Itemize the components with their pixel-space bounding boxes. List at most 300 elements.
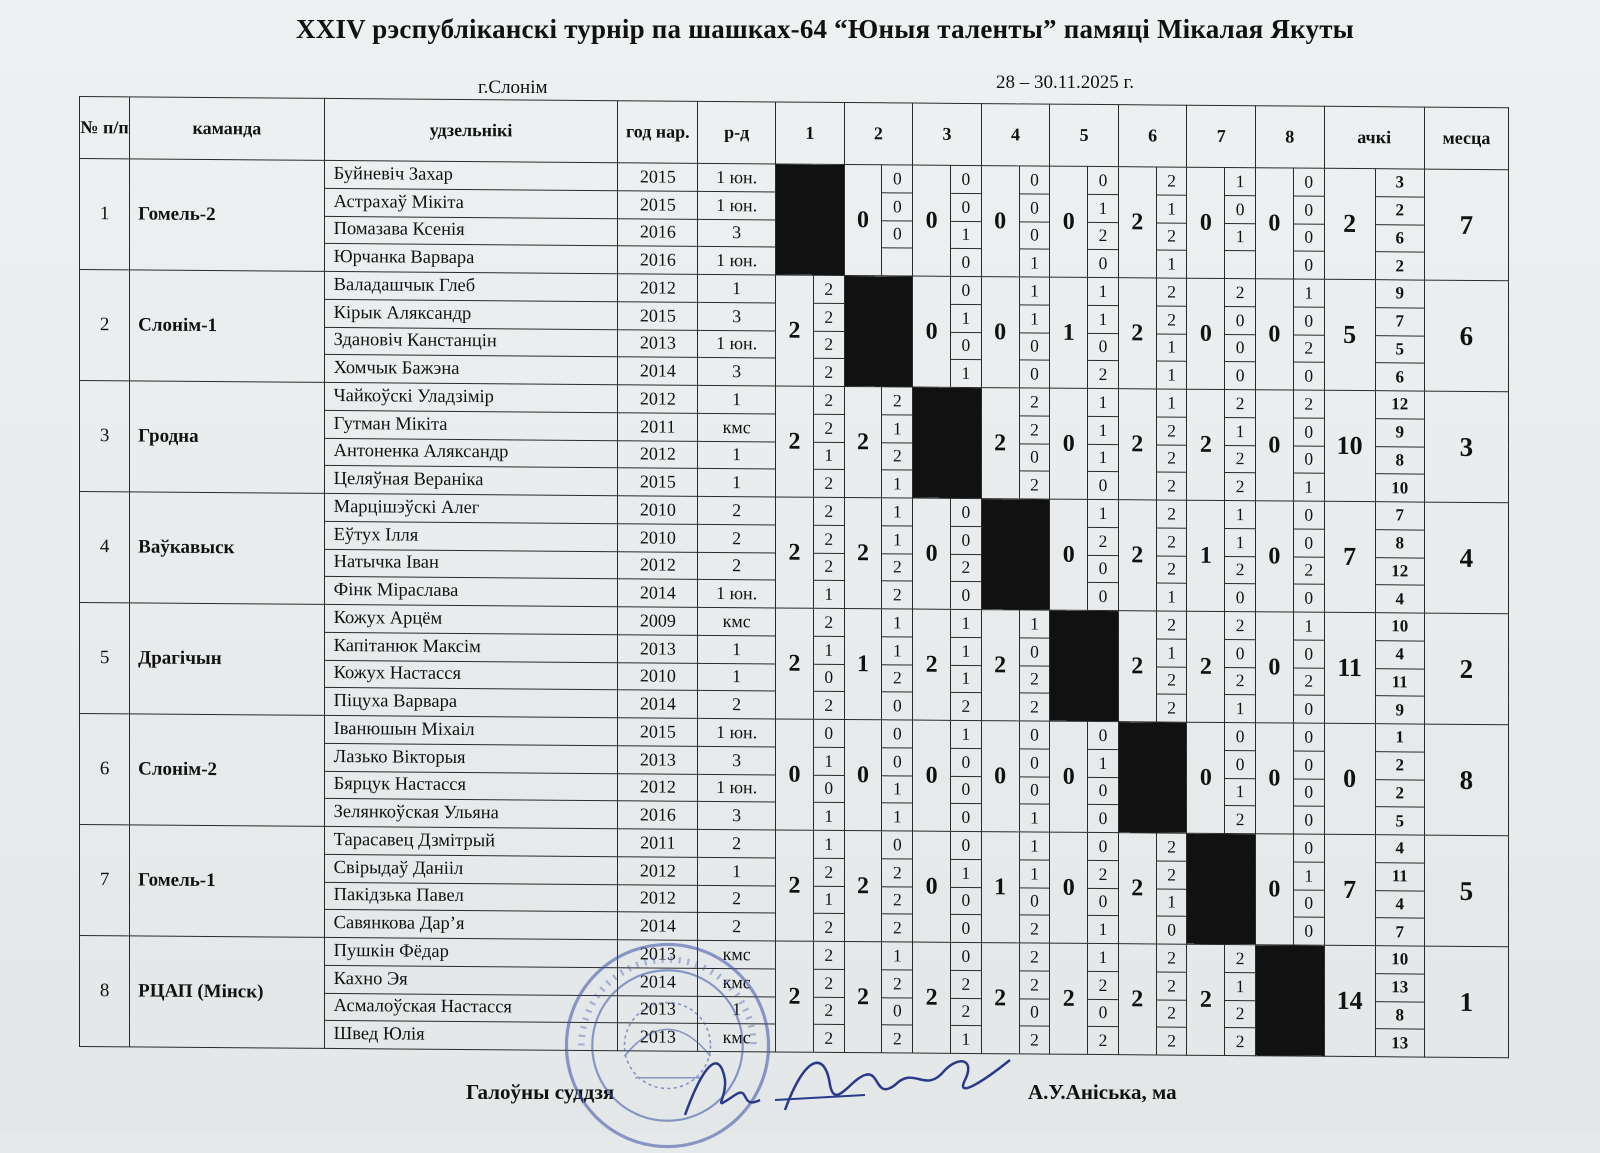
board-score: 0 [1225, 195, 1256, 223]
match-score: 2 [776, 497, 814, 608]
header-round-6: 6 [1118, 105, 1187, 168]
board-score: 2 [1019, 971, 1050, 999]
match-score: 0 [1050, 721, 1088, 832]
header-points: ачкі [1324, 106, 1424, 169]
board-score: 0 [951, 748, 982, 776]
player-rank: 1 [698, 274, 776, 302]
board-score: 0 [1293, 224, 1324, 252]
player-name: Савянкова Дар’я [324, 910, 618, 940]
team-name: Драгічын [130, 603, 324, 716]
match-score: 0 [1050, 499, 1088, 610]
judge-signature [665, 1040, 1025, 1130]
team-points: 5 [1324, 279, 1375, 390]
player-rank: кмс [698, 413, 776, 441]
player-name: Швед Юлія [324, 1021, 618, 1051]
player-name: Пакідзька Павел [324, 882, 618, 912]
board-points: 4 [1375, 640, 1424, 668]
board-score [1225, 251, 1256, 279]
match-score: 0 [776, 719, 814, 830]
board-points: 4 [1375, 835, 1424, 863]
board-score: 1 [1225, 417, 1256, 445]
board-score: 1 [882, 415, 913, 443]
board-score: 0 [1293, 806, 1324, 834]
board-score: 2 [1156, 694, 1187, 722]
match-score: 0 [1255, 612, 1293, 723]
board-score: 0 [882, 220, 913, 248]
board-score: 1 [1088, 277, 1119, 305]
board-score: 2 [813, 969, 844, 997]
board-score: 1 [1019, 249, 1050, 277]
board-score: 2 [1019, 1026, 1050, 1054]
match-score: 1 [981, 832, 1019, 943]
board-score: 2 [951, 693, 982, 721]
board-points: 6 [1375, 363, 1424, 391]
match-score: 2 [776, 830, 814, 941]
board-score: 0 [1088, 888, 1119, 916]
player-rank: 1 юн. [698, 330, 776, 358]
board-score: 1 [1156, 195, 1187, 223]
match-score: 0 [1255, 834, 1293, 945]
header-round-8: 8 [1255, 106, 1324, 169]
player-name: Свірыдаў Данііл [324, 854, 618, 884]
player-name: Помазава Ксенія [324, 216, 618, 246]
board-score: 2 [813, 331, 844, 359]
board-score: 1 [882, 775, 913, 803]
player-name: Тарасавец Дзмітрый [324, 826, 618, 856]
player-rank: кмс [698, 607, 776, 635]
player-rank: 2 [698, 829, 776, 857]
board-score: 0 [1225, 722, 1256, 750]
board-points: 8 [1375, 446, 1424, 474]
board-score: 2 [1088, 527, 1119, 555]
board-score: 2 [1225, 389, 1256, 417]
board-points: 2 [1375, 196, 1424, 224]
player-name: Астрахаў Мікіта [324, 188, 618, 218]
board-score: 2 [813, 414, 844, 442]
board-score: 1 [1156, 639, 1187, 667]
board-score: 0 [1088, 250, 1119, 278]
board-score: 1 [882, 609, 913, 637]
match-score: 2 [1050, 943, 1088, 1054]
board-score: 0 [951, 193, 982, 221]
board-score: 2 [1019, 388, 1050, 416]
board-score: 0 [1019, 443, 1050, 471]
board-score: 0 [1019, 360, 1050, 388]
player-name: Кожух Настасся [324, 660, 618, 690]
player-rank: 3 [698, 358, 776, 386]
board-score: 2 [1088, 971, 1119, 999]
match-score: 0 [1255, 723, 1293, 834]
match-score: 2 [981, 943, 1019, 1054]
board-score: 1 [1225, 528, 1256, 556]
match-score: 0 [913, 276, 951, 387]
player-rank: 1 [698, 441, 776, 469]
player-rank: 3 [698, 802, 776, 830]
match-score: 0 [844, 165, 882, 276]
team-name: Слонім-2 [130, 714, 324, 827]
board-score: 0 [1293, 196, 1324, 224]
match-score: 0 [1050, 388, 1088, 499]
player-rank: 3 [698, 302, 776, 330]
match-score: 0 [1255, 501, 1293, 612]
board-score: 1 [951, 637, 982, 665]
match-score: 2 [1118, 278, 1156, 389]
team-points: 7 [1324, 501, 1375, 612]
board-score: 2 [1225, 1000, 1256, 1028]
board-score: 2 [1019, 693, 1050, 721]
match-score: 0 [981, 277, 1019, 388]
board-score: 0 [1293, 584, 1324, 612]
board-score: 0 [951, 582, 982, 610]
board-score: 0 [1225, 334, 1256, 362]
board-score: 2 [1088, 361, 1119, 389]
board-score: 2 [1225, 667, 1256, 695]
team-place: 6 [1424, 280, 1508, 392]
birth-year: 2016 [618, 246, 698, 274]
player-rank: 1 [698, 663, 776, 691]
self-cell [844, 276, 913, 388]
player-name: Піцуха Варвара [324, 688, 618, 718]
player-rank: 3 [698, 746, 776, 774]
team-name: Ваўкавыск [130, 492, 324, 605]
player-name: Капітанюк Максім [324, 632, 618, 662]
board-score: 2 [1293, 557, 1324, 585]
board-score: 1 [882, 498, 913, 526]
board-score: 1 [882, 942, 913, 970]
board-points: 9 [1375, 280, 1424, 308]
board-score: 0 [1019, 998, 1050, 1026]
birth-year: 2015 [618, 718, 698, 746]
birth-year: 2015 [618, 163, 698, 191]
board-score: 1 [1019, 860, 1050, 888]
board-score: 1 [1293, 279, 1324, 307]
board-score: 0 [882, 831, 913, 859]
player-rank: 2 [698, 496, 776, 524]
match-score: 2 [776, 941, 814, 1052]
header-place: месца [1424, 107, 1508, 170]
board-score: 0 [951, 165, 982, 193]
board-score: 0 [813, 775, 844, 803]
match-score: 0 [913, 831, 951, 942]
board-score: 2 [813, 858, 844, 886]
board-score: 2 [813, 275, 844, 303]
birth-year: 2014 [618, 690, 698, 718]
board-score: 0 [1088, 805, 1119, 833]
match-score: 2 [1118, 167, 1156, 278]
player-rank: 2 [698, 524, 776, 552]
board-score: 0 [1156, 916, 1187, 944]
board-score: 2 [1293, 390, 1324, 418]
birth-year: 2010 [618, 496, 698, 524]
board-score: 2 [813, 692, 844, 720]
board-score: 1 [951, 304, 982, 332]
player-rank: 1 [698, 469, 776, 497]
board-score: 2 [813, 941, 844, 969]
board-score: 1 [1156, 361, 1187, 389]
player-rank: 3 [698, 219, 776, 247]
board-score: 2 [813, 525, 844, 553]
player-rank: 1 юн. [698, 247, 776, 275]
birth-year: 2014 [618, 579, 698, 607]
chief-judge-name: А.У.Аніська, ма [1028, 1080, 1177, 1104]
match-score: 2 [844, 831, 882, 942]
team-place: 5 [1424, 835, 1508, 947]
team-place: 7 [1424, 169, 1508, 281]
team-points: 7 [1324, 834, 1375, 945]
player-name: Пушкін Фёдар [324, 937, 618, 967]
board-score: 0 [951, 332, 982, 360]
venue-city: г.Слонім [478, 77, 548, 98]
header-round-5: 5 [1050, 104, 1119, 167]
board-score: 1 [1225, 778, 1256, 806]
board-score: 0 [1293, 723, 1324, 751]
tournament-title: XXIV рэспубліканскі турнір па шашках-64 “Юныя таленты” памяці Мікалая Якуты [296, 14, 1354, 44]
board-score: 2 [1019, 915, 1050, 943]
team-number: 2 [80, 270, 130, 381]
player-name: Чайкоўскі Уладзімір [324, 382, 618, 412]
board-score: 2 [1156, 278, 1187, 306]
header-row [80, 97, 1509, 170]
birth-year: 2010 [618, 662, 698, 690]
board-score: 0 [882, 720, 913, 748]
player-rank: 1 [698, 635, 776, 663]
team-name: РЦАП (Мінск) [130, 936, 324, 1049]
board-score: 2 [1225, 944, 1256, 972]
board-score: 0 [1088, 472, 1119, 500]
board-score: 0 [1088, 166, 1119, 194]
board-points: 1 [1375, 724, 1424, 752]
board-score: 1 [1156, 389, 1187, 417]
board-score: 1 [1088, 916, 1119, 944]
board-score: 1 [1088, 943, 1119, 971]
board-score: 2 [1225, 473, 1256, 501]
board-score: 0 [1019, 638, 1050, 666]
player-rank: 1 юн. [698, 191, 776, 219]
board-score: 2 [1225, 445, 1256, 473]
board-points: 2 [1375, 252, 1424, 280]
board-score: 2 [1156, 999, 1187, 1027]
team-place: 1 [1424, 946, 1508, 1058]
board-score: 0 [1088, 555, 1119, 583]
match-score: 2 [981, 388, 1019, 499]
board-points: 7 [1375, 502, 1424, 530]
match-score: 2 [776, 608, 814, 719]
board-score: 2 [882, 553, 913, 581]
player-name: Натычка Іван [324, 549, 618, 579]
board-score: 2 [1156, 861, 1187, 889]
match-score: 2 [1118, 500, 1156, 611]
self-cell [981, 499, 1050, 611]
board-score: 0 [1019, 194, 1050, 222]
board-score: 0 [1293, 834, 1324, 862]
match-score: 2 [776, 275, 814, 386]
board-points: 3 [1375, 169, 1424, 197]
birth-year: 2016 [618, 218, 698, 246]
player-name: Антоненка Аляксандр [324, 438, 618, 468]
board-score: 0 [1293, 501, 1324, 529]
board-score: 2 [813, 1025, 844, 1053]
birth-year: 2012 [618, 385, 698, 413]
board-score: 1 [1225, 500, 1256, 528]
board-score: 2 [882, 859, 913, 887]
player-name: Фінк Мірaслава [324, 577, 618, 607]
match-score: 0 [913, 165, 951, 276]
board-score: 2 [1156, 528, 1187, 556]
birth-year: 2010 [618, 523, 698, 551]
board-points: 4 [1375, 890, 1424, 918]
player-rank: 2 [698, 913, 776, 941]
player-rank: 1 [698, 857, 776, 885]
team-place: 4 [1424, 502, 1508, 614]
board-score: 2 [1156, 833, 1187, 861]
match-score: 2 [1118, 611, 1156, 722]
header-round-7: 7 [1187, 105, 1256, 168]
board-score: 2 [1019, 416, 1050, 444]
team-name: Гомель-2 [130, 159, 324, 272]
board-points: 5 [1375, 807, 1424, 835]
player-rank: 1 юн. [698, 580, 776, 608]
board-points: 6 [1375, 224, 1424, 252]
board-score: 2 [951, 970, 982, 998]
board-score: 1 [813, 581, 844, 609]
self-cell [776, 164, 845, 276]
team-points: 2 [1324, 168, 1375, 279]
crosstable-body [80, 159, 1509, 1058]
birth-year: 2013 [618, 995, 698, 1023]
birth-year: 2012 [618, 856, 698, 884]
board-score: 2 [813, 997, 844, 1025]
board-score: 0 [951, 498, 982, 526]
board-score: 0 [1088, 333, 1119, 361]
match-score: 0 [913, 498, 951, 609]
board-score: 1 [1156, 583, 1187, 611]
player-name: Кірык Аляксандр [324, 299, 618, 329]
board-score: 1 [813, 803, 844, 831]
board-points: 11 [1375, 862, 1424, 890]
self-cell [1187, 833, 1256, 945]
team-number: 3 [80, 381, 130, 492]
player-rank: 1 [698, 996, 776, 1024]
board-score: 1 [882, 637, 913, 665]
board-score: 1 [813, 886, 844, 914]
match-score: 2 [1118, 944, 1156, 1055]
board-score: 1 [1019, 804, 1050, 832]
board-score: 2 [882, 581, 913, 609]
player-rank: кмс [698, 1024, 776, 1052]
board-score: 1 [813, 636, 844, 664]
team-number: 1 [80, 159, 130, 270]
board-score: 2 [1019, 471, 1050, 499]
player-name: Валадашчык Глеб [324, 271, 618, 301]
board-points: 13 [1375, 973, 1424, 1001]
board-score: 2 [1156, 167, 1187, 195]
player-name: Зелянкоўская Ульяна [324, 799, 618, 829]
player-name: Буйневіч Захар [324, 160, 618, 190]
birth-year: 2012 [618, 773, 698, 801]
board-score: 1 [1293, 612, 1324, 640]
board-points: 8 [1375, 529, 1424, 557]
match-score: 0 [981, 166, 1019, 277]
birth-year: 2009 [618, 607, 698, 635]
header-team: каманда [130, 97, 324, 161]
match-score: 2 [1118, 389, 1156, 500]
board-score: 2 [813, 359, 844, 387]
match-score: 0 [1050, 832, 1088, 943]
board-score: 0 [1293, 640, 1324, 668]
board-points: 8 [1375, 1001, 1424, 1029]
player-name: Бярцук Настасся [324, 771, 618, 801]
board-score: 2 [951, 998, 982, 1026]
team-number: 4 [80, 492, 130, 603]
board-points: 7 [1375, 307, 1424, 335]
match-score: 0 [1050, 166, 1088, 277]
board-score: 0 [1019, 221, 1050, 249]
board-score: 2 [1156, 1027, 1187, 1055]
header-round-3: 3 [913, 103, 982, 166]
board-score: 0 [951, 942, 982, 970]
board-score: 1 [1156, 333, 1187, 361]
match-score: 2 [776, 386, 814, 497]
board-score: 1 [1088, 194, 1119, 222]
team-place: 8 [1424, 724, 1508, 836]
birth-year: 2015 [618, 190, 698, 218]
chief-judge-label: Галоўны суддзя [466, 1080, 615, 1104]
header-round-2: 2 [844, 103, 913, 166]
board-score: 2 [1088, 1027, 1119, 1055]
board-points: 5 [1375, 335, 1424, 363]
board-score: 2 [882, 442, 913, 470]
team-points: 10 [1324, 390, 1375, 501]
board-score: 1 [1088, 416, 1119, 444]
birth-year: 2013 [618, 634, 698, 662]
team-number: 7 [80, 825, 130, 936]
birth-year: 2012 [618, 274, 698, 302]
board-score: 2 [1156, 972, 1187, 1000]
board-score: 0 [1225, 750, 1256, 778]
board-score: 1 [813, 747, 844, 775]
board-score: 2 [1225, 278, 1256, 306]
board-score: 1 [1088, 749, 1119, 777]
player-name: Здановіч Канстанцін [324, 327, 618, 357]
board-score: 2 [1088, 222, 1119, 250]
board-score: 0 [1293, 362, 1324, 390]
board-score: 0 [1293, 779, 1324, 807]
board-score: 0 [951, 526, 982, 554]
board-score: 0 [1293, 251, 1324, 279]
board-score: 2 [1225, 806, 1256, 834]
board-points: 10 [1375, 613, 1424, 641]
birth-year: 2013 [618, 745, 698, 773]
board-points: 4 [1375, 585, 1424, 613]
board-score: 1 [1225, 695, 1256, 723]
match-score: 0 [1187, 278, 1225, 389]
board-score: 0 [882, 193, 913, 221]
match-score: 2 [1187, 611, 1225, 722]
team-place: 2 [1424, 613, 1508, 725]
player-rank: 1 юн. [698, 163, 776, 191]
match-score: 2 [1187, 944, 1225, 1055]
board-score: 1 [1156, 888, 1187, 916]
board-score: 2 [1156, 555, 1187, 583]
board-score: 0 [1088, 583, 1119, 611]
board-points: 2 [1375, 779, 1424, 807]
board-score: 0 [1088, 777, 1119, 805]
match-score: 2 [844, 498, 882, 609]
board-score: 2 [1156, 306, 1187, 334]
board-points: 11 [1375, 668, 1424, 696]
board-points: 10 [1375, 474, 1424, 502]
board-score: 0 [1019, 749, 1050, 777]
